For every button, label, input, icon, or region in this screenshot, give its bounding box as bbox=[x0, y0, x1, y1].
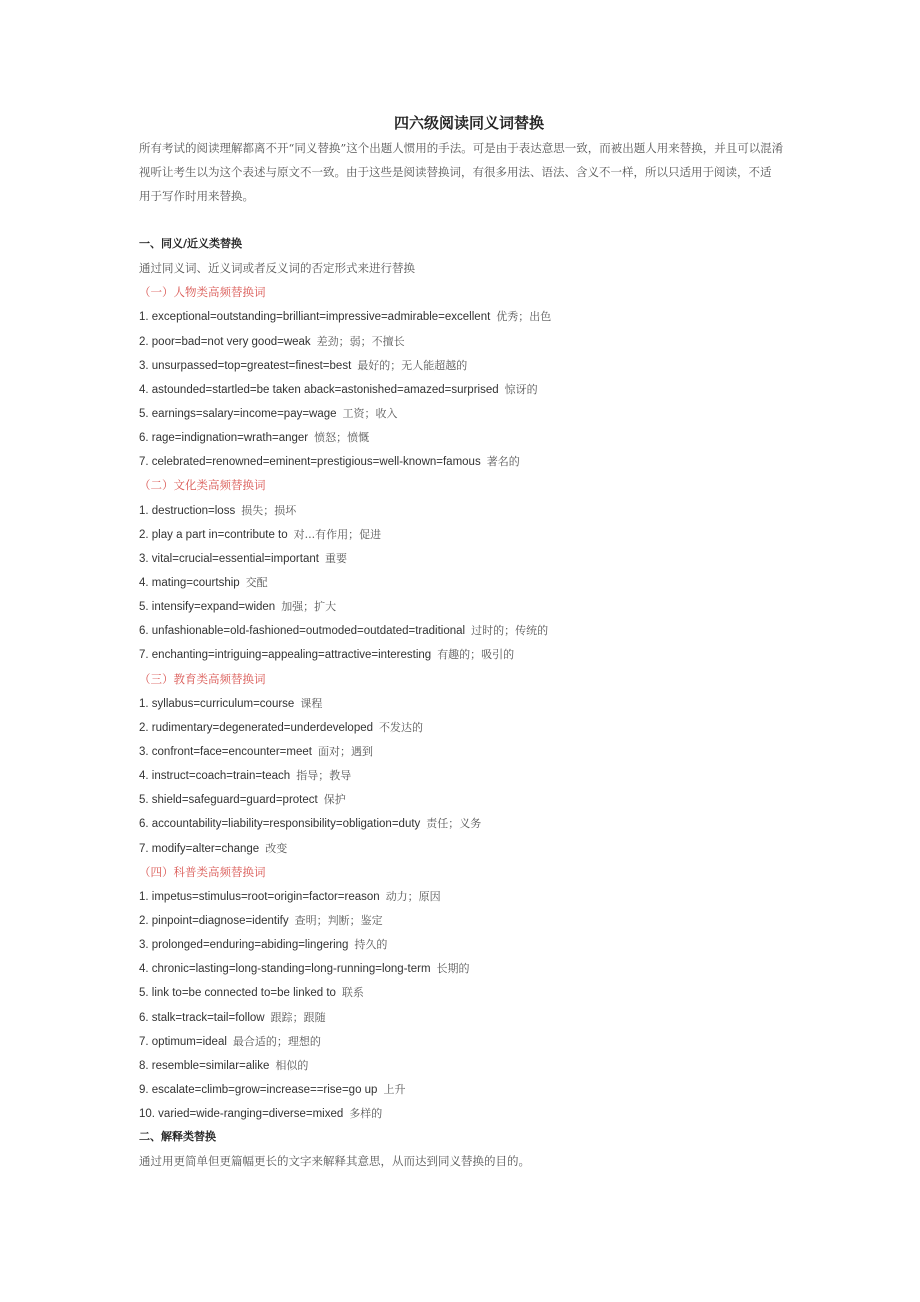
word-item-english: 3. unsurpassed=top=greatest=finest=best bbox=[139, 359, 352, 372]
section-description: 通过同义词、近义词或者反义词的否定形式来进行替换 bbox=[139, 261, 415, 276]
word-item-chinese: 上升 bbox=[383, 1082, 406, 1096]
word-item-chinese: 查明；判断；鉴定 bbox=[294, 913, 383, 927]
section-heading: 二、解释类替换 bbox=[139, 1130, 216, 1144]
word-item-chinese: 差劲；弱；不擅长 bbox=[316, 334, 405, 348]
word-item-chinese: 愤怒；愤慨 bbox=[314, 431, 370, 445]
word-item bbox=[139, 642, 799, 666]
word-item-english: 3. prolonged=enduring=abiding=lingering bbox=[139, 939, 349, 952]
word-item bbox=[139, 304, 799, 328]
word-item bbox=[139, 956, 799, 980]
word-item-chinese: 不发达的 bbox=[379, 720, 424, 734]
word-item-english: 3. confront=face=encounter=meet bbox=[139, 745, 312, 758]
word-item-english: 5. earnings=salary=income=pay=wage bbox=[139, 407, 337, 420]
word-item-english: 5. intensify=expand=widen bbox=[139, 601, 276, 614]
word-item-english: 4. chronic=lasting=long-standing=long-running=long-term bbox=[139, 963, 431, 976]
word-item bbox=[139, 449, 799, 473]
word-item-english: 2. pinpoint=diagnose=identify bbox=[139, 914, 289, 927]
word-item-chinese: 著名的 bbox=[486, 455, 520, 469]
word-item-english: 7. modify=alter=change bbox=[139, 842, 260, 855]
word-item-english: 6. accountability=liability=responsibility=obligation=duty bbox=[139, 818, 421, 831]
word-item-chinese: 跟踪；跟随 bbox=[270, 1010, 326, 1024]
word-item bbox=[139, 618, 799, 642]
word-item-english: 7. enchanting=intriguing=appealing=attractive=interesting bbox=[139, 649, 432, 662]
word-item-chinese: 工资；收入 bbox=[342, 406, 398, 420]
word-item-english: 1. impetus=stimulus=root=origin=factor=reason bbox=[139, 890, 380, 903]
word-item bbox=[139, 498, 799, 522]
word-item-english: 7. optimum=ideal bbox=[139, 1035, 227, 1048]
word-item-english: 4. instruct=coach=train=teach bbox=[139, 770, 291, 783]
word-item-chinese: 重要 bbox=[324, 551, 347, 565]
word-item bbox=[139, 932, 799, 956]
word-item-chinese: 最合适的；理想的 bbox=[232, 1034, 321, 1048]
word-item bbox=[139, 594, 799, 618]
word-item-chinese: 多样的 bbox=[349, 1107, 383, 1121]
section-description: 通过用更简单但更篇幅更长的文字来解释其意思，从而达到同义替换的目的。 bbox=[139, 1154, 530, 1169]
word-item bbox=[139, 570, 799, 594]
intro-line: 所有考试的阅读理解都离不开“同义替换”这个出题人惯用的手法。可是由于表达意思一致，而被出题人用来替换，并且可以混淆 bbox=[139, 141, 784, 155]
intro-paragraph bbox=[139, 136, 799, 208]
word-item-chinese: 最好的；无人能超越的 bbox=[357, 358, 468, 372]
word-item-english: 2. rudimentary=degenerated=underdeveloped bbox=[139, 721, 374, 734]
word-item-chinese: 加强；扩大 bbox=[281, 600, 337, 614]
word-item bbox=[139, 715, 799, 739]
intro-line: 用于写作时用来替换。 bbox=[139, 189, 254, 203]
word-item-chinese: 惊讶的 bbox=[504, 382, 538, 396]
word-item bbox=[139, 425, 799, 449]
word-item-chinese: 长期的 bbox=[436, 962, 470, 976]
word-item-english: 1. exceptional=outstanding=brilliant=impressive=admirable=excellent bbox=[139, 311, 491, 324]
word-item bbox=[139, 787, 799, 811]
word-item bbox=[139, 811, 799, 835]
word-item-english: 8. resemble=similar=alike bbox=[139, 1059, 270, 1072]
word-item-chinese: 面对；遇到 bbox=[317, 744, 373, 758]
word-item-english: 3. vital=crucial=essential=important bbox=[139, 552, 319, 565]
word-item-chinese: 动力；原因 bbox=[385, 889, 441, 903]
word-item-chinese: 相似的 bbox=[275, 1058, 309, 1072]
content-body bbox=[139, 232, 799, 1173]
word-item bbox=[139, 980, 799, 1004]
word-item-english: 4. astounded=startled=be taken aback=astonished=amazed=surprised bbox=[139, 383, 499, 396]
word-item-english: 1. syllabus=curriculum=course bbox=[139, 697, 295, 710]
word-item-english: 4. mating=courtship bbox=[139, 576, 240, 589]
word-item-english: 1. destruction=loss bbox=[139, 504, 236, 517]
document-page bbox=[139, 110, 799, 1173]
word-item-english: 6. rage=indignation=wrath=anger bbox=[139, 432, 309, 445]
word-item bbox=[139, 401, 799, 425]
word-item-chinese: 联系 bbox=[341, 986, 364, 1000]
word-item-chinese: 改变 bbox=[265, 841, 288, 855]
word-item bbox=[139, 763, 799, 787]
word-item-chinese: 优秀；出色 bbox=[496, 310, 552, 324]
spacer bbox=[139, 208, 799, 232]
group-title: （二）文化类高频替换词 bbox=[139, 478, 266, 493]
word-item bbox=[139, 546, 799, 570]
word-item-chinese: 有趣的；吸引的 bbox=[437, 648, 515, 662]
word-item-english: 5. link to=be connected to=be linked to bbox=[139, 987, 336, 1000]
word-item bbox=[139, 1101, 799, 1125]
group-title: （三）教育类高频替换词 bbox=[139, 671, 266, 686]
word-item bbox=[139, 522, 799, 546]
word-item bbox=[139, 884, 799, 908]
word-item-english: 9. escalate=climb=grow=increase==rise=go up bbox=[139, 1083, 378, 1096]
intro-line: 视听让考生以为这个表述与原文不一致。由于这些是阅读替换词，有很多用法、语法、含义不一样，所以只适用于阅读，不适 bbox=[139, 165, 772, 179]
word-item-chinese: 责任；义务 bbox=[426, 817, 482, 831]
word-item bbox=[139, 836, 799, 860]
word-item bbox=[139, 377, 799, 401]
word-item-chinese: 保护 bbox=[323, 793, 346, 807]
word-item-english: 5. shield=safeguard=guard=protect bbox=[139, 794, 318, 807]
word-item-english: 10. varied=wide-ranging=diverse=mixed bbox=[139, 1108, 344, 1121]
group-title: （一）人物类高频替换词 bbox=[139, 285, 266, 300]
word-item bbox=[139, 1077, 799, 1101]
word-item bbox=[139, 1053, 799, 1077]
word-item-chinese: 课程 bbox=[300, 696, 323, 710]
word-item-english: 6. stalk=track=tail=follow bbox=[139, 1011, 265, 1024]
word-item-chinese: 过时的；传统的 bbox=[471, 624, 549, 638]
word-item-english: 2. play a part in=contribute to bbox=[139, 528, 288, 541]
word-item bbox=[139, 908, 799, 932]
word-item-chinese: 指导；教导 bbox=[296, 769, 352, 783]
word-item-english: 6. unfashionable=old-fashioned=outmoded=outdated=traditional bbox=[139, 625, 466, 638]
document-title: 四六级阅读同义词替换 bbox=[393, 114, 544, 132]
section-heading: 一、同义/近义类替换 bbox=[139, 237, 243, 250]
word-item-chinese: 对...有作用；促进 bbox=[293, 527, 382, 541]
word-item bbox=[139, 329, 799, 353]
word-item bbox=[139, 691, 799, 715]
word-item-chinese: 交配 bbox=[245, 575, 268, 589]
word-item bbox=[139, 353, 799, 377]
word-item bbox=[139, 1005, 799, 1029]
word-item-english: 2. poor=bad=not very good=weak bbox=[139, 335, 311, 348]
word-item-chinese: 损失；损坏 bbox=[241, 503, 297, 517]
word-item-chinese: 持久的 bbox=[354, 938, 388, 952]
word-item-english: 7. celebrated=renowned=eminent=prestigious=well-known=famous bbox=[139, 456, 481, 469]
word-item bbox=[139, 739, 799, 763]
group-title: （四）科普类高频替换词 bbox=[139, 864, 266, 879]
word-item bbox=[139, 1029, 799, 1053]
